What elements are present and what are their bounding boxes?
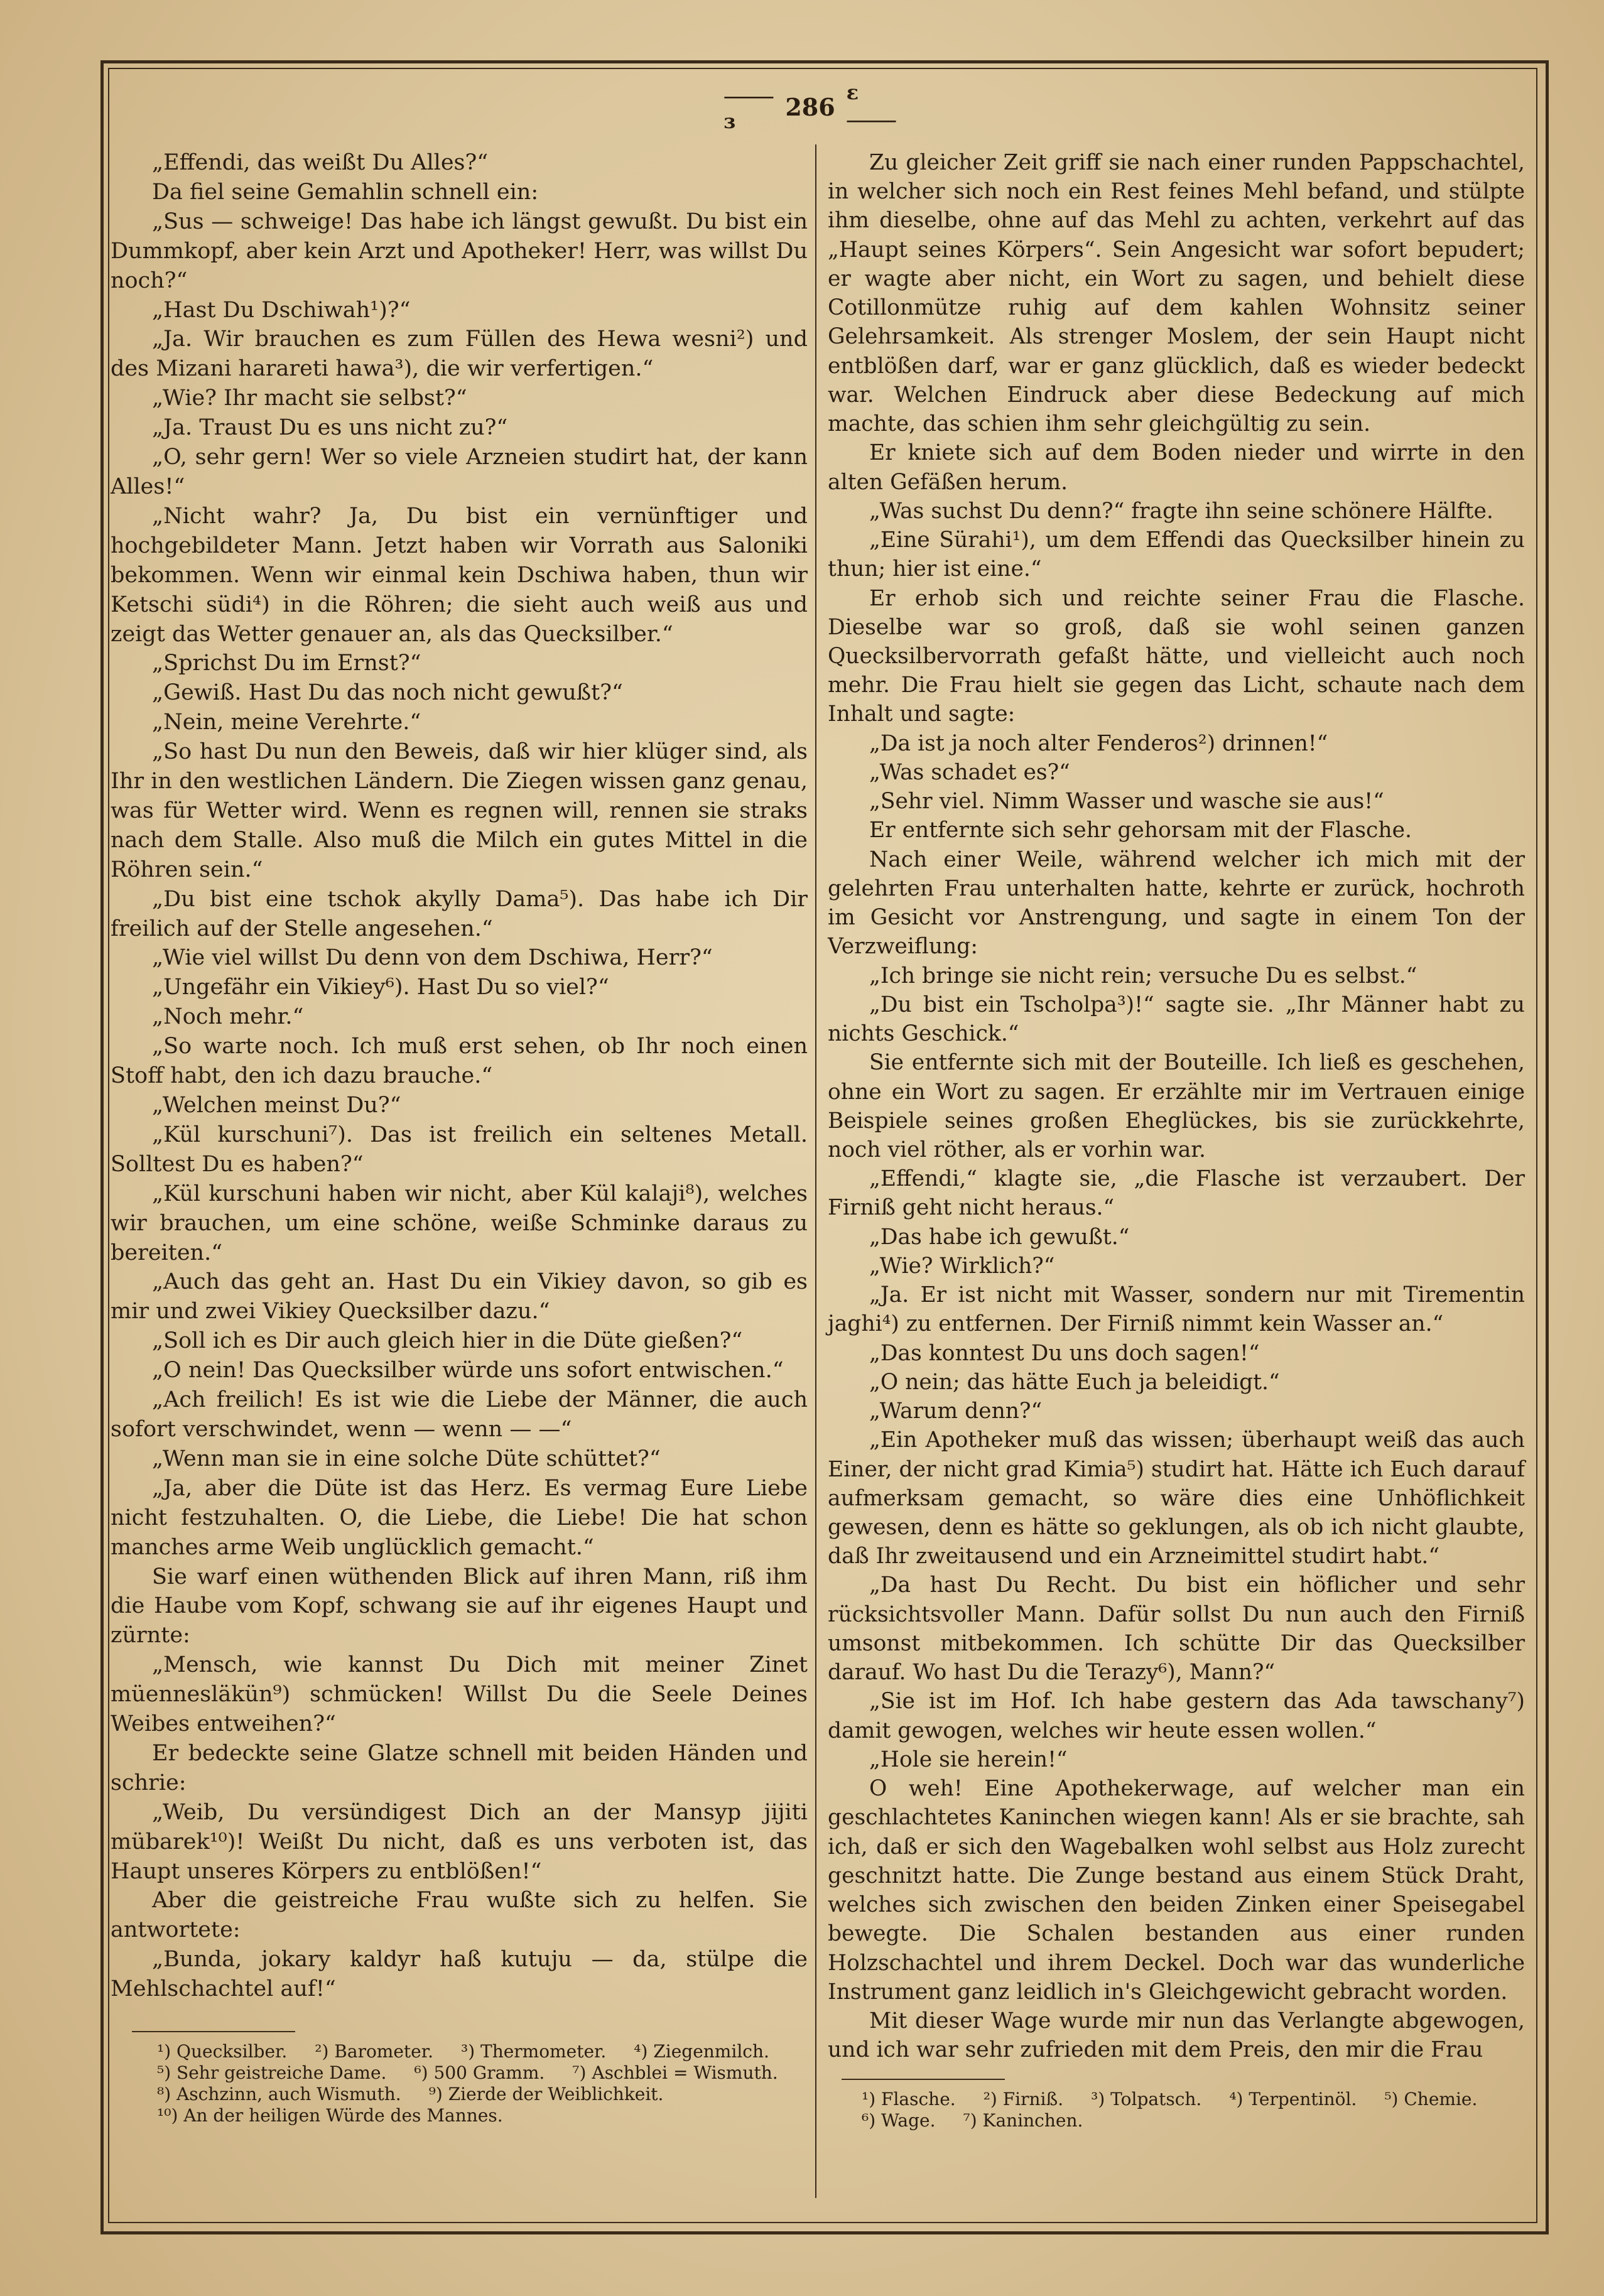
left-paragraph: „Wie? Ihr macht sie selbst?“	[152, 386, 467, 411]
left-paragraph: „So hast Du nun den Beweis, daß wir hier klüger sind, als Ihr in den westlichen Ländern. Die Ziegen wissen ganz genau, was für Wetter wird. Wenn es regnen will, rennen sie straks nach dem Stalle. Also muß die Milch ein gutes Mittel in die Röhren sein.“	[111, 739, 808, 882]
right-paragraph: Er entfernte sich sehr gehorsam mit der Flasche.	[869, 818, 1412, 843]
left-paragraph: „Hast Du Dschiwah¹)?“	[152, 297, 411, 323]
left-footnote: ⁷) Aschblei = Wismuth.	[572, 2062, 778, 2083]
left-paragraph: „Auch das geht an. Hast Du ein Vikiey davon, so gib es mir und zwei Vikiey Quecksilber dazu.“	[111, 1269, 808, 1324]
left-paragraph: „Bunda, jokary kaldyr haß kutuju — da, stülpe die Mehlschachtel auf!“	[111, 1947, 808, 2002]
right-paragraph: „Sie ist im Hof. Ich habe gestern das Ada tawschany⁷) damit gewogen, welches wir heute essen wollen.“	[828, 1689, 1525, 1743]
left-footnote-row	[157, 2062, 778, 2084]
header-ornament-right-icon: ɛ⸻	[846, 80, 897, 132]
right-paragraph: „Du bist ein Tscholpa³)!“ sagte sie. „Ihr Männer habt zu nichts Geschick.“	[828, 992, 1525, 1047]
right-paragraph: „Hole sie herein!“	[869, 1746, 1068, 1772]
left-footnote: ⁴) Ziegenmilch.	[634, 2041, 769, 2062]
left-paragraph: „Nicht wahr? Ja, Du bist ein vernünftiger und hochgebildeter Mann. Jetzt haben wir Vorrath aus Saloniki bekommen. Wenn wir einmal kein Dschiwa haben, thun wir Ketschi südi⁴) in die Röhren; die sieht auch weiß aus und zeigt das Wetter genauer an, als das Quecksilber.“	[111, 503, 808, 647]
right-paragraph: „Was schadet es?“	[869, 759, 1070, 785]
left-footnote: ¹) Quecksilber.	[157, 2041, 288, 2062]
left-paragraph: „So warte noch. Ich muß erst sehen, ob Ihr noch einen Stoff habt, den ich dazu brauche.“	[111, 1034, 808, 1089]
left-footnote: ⁹) Zierde der Weiblichkeit.	[428, 2084, 664, 2104]
right-footnote-row	[862, 2089, 1477, 2110]
page-header	[723, 80, 897, 133]
right-paragraph: Mit dieser Wage wurde mir nun das Verlangte abgewogen, und ich war sehr zufrieden mit dem Preis, den mir die Frau	[828, 2008, 1525, 2063]
left-footnote-rule	[132, 2031, 295, 2032]
left-paragraph: „Ungefähr ein Vikiey⁶). Hast Du so viel?“	[152, 975, 609, 1000]
right-paragraph: „Effendi,“ klagte sie, „die Flasche ist verzaubert. Der Firniß geht nicht heraus.“	[828, 1166, 1525, 1221]
left-paragraph: „Wie viel willst Du denn von dem Dschiwa, Herr?“	[152, 945, 713, 971]
right-paragraph: „Eine Sürahi¹), um dem Effendi das Quecksilber hinein zu thun; hier ist eine.“	[828, 528, 1525, 582]
left-column	[111, 148, 808, 2004]
left-paragraph: „O nein! Das Quecksilber würde uns sofort entwischen.“	[152, 1358, 784, 1384]
left-footnote: ²) Barometer.	[315, 2041, 433, 2062]
right-paragraph: Er kniete sich auf dem Boden nieder und wirrte in den alten Gefäßen herum.	[828, 440, 1525, 495]
left-paragraph: „Kül kurschuni⁷). Das ist freilich ein seltenes Metall. Solltest Du es haben?“	[111, 1122, 808, 1177]
right-footnote-rule	[842, 2079, 1005, 2080]
right-paragraph: „Sehr viel. Nimm Wasser und wasche sie aus!“	[869, 789, 1384, 815]
left-paragraph: „Nein, meine Verehrte.“	[152, 710, 421, 735]
left-paragraph: „Soll ich es Dir auch gleich hier in die Düte gießen?“	[152, 1328, 743, 1354]
left-paragraph: „Weib, Du versündigest Dich an der Mansyp jijiti mübarek¹⁰)! Weißt Du nicht, daß es uns verboten ist, das Haupt unseres Körpers zu entblößen!“	[111, 1799, 808, 1884]
left-paragraph: „Du bist eine tschok akylly Dama⁵). Das habe ich Dir freilich auf der Stelle angesehen.“	[111, 886, 808, 941]
right-paragraph: „Das habe ich gewußt.“	[869, 1224, 1130, 1250]
left-paragraph: „Effendi, das weißt Du Alles?“	[152, 150, 489, 175]
column-divider	[815, 144, 816, 2198]
left-paragraph: „Ja. Traust Du es uns nicht zu?“	[152, 415, 508, 441]
left-footnote-row	[157, 2084, 778, 2105]
right-paragraph: „Warum denn?“	[869, 1399, 1043, 1424]
left-footnote-row	[157, 2105, 778, 2126]
left-paragraph: „Sus — schweige! Das habe ich längst gewußt. Du bist ein Dummkopf, aber kein Arzt und Apotheker! Herr, was willst Du noch?“	[111, 208, 808, 293]
right-paragraph: „Ich bringe sie nicht rein; versuche Du es selbst.“	[869, 963, 1417, 988]
left-paragraph: „Mensch, wie kannst Du Dich mit meiner Zinet müennesläkün⁹) schmücken! Willst Du die Seele Deines Weibes entweihen?“	[111, 1652, 808, 1737]
right-footnote-row	[862, 2110, 1477, 2131]
left-footnote: ³) Thermometer.	[460, 2041, 607, 2062]
right-paragraph: Er erhob sich und reichte seiner Frau die Flasche. Dieselbe war so groß, daß sie wohl seinen ganzen Quecksilbervorrath gefaßt hätte, und vielleicht auch noch mehr. Die Frau hielt sie gegen das Licht, schaute nach dem Inhalt und sagte:	[828, 585, 1525, 727]
right-paragraph: Zu gleicher Zeit griff sie nach einer runden Pappschachtel, in welcher sich noch ein Rest feines Mehl befand, und stülpte ihm dieselbe, ohne auf das Mehl zu achten, verkehrt auf das „Haupt seines Körpers“. Sein Angesicht war sofort bepudert; er wagte aber nicht, ein Wort zu sagen, und behielt diese Cotillonmütze ruhig auf dem kahlen Wohnsitz seiner Gelehrsamkeit. Als strenger Moslem, der sein Haupt nicht entblößen darf, war er ganz glücklich, daß es wieder bedeckt war. Welchen Eindruck aber diese Bedeckung auf mich machte, das schien ihm sehr gleichgültig zu sein.	[828, 150, 1525, 437]
left-paragraph: „O, sehr gern! Wer so viele Arzneien studirt hat, der kann Alles!“	[111, 445, 808, 499]
left-paragraph: „Sprichst Du im Ernst?“	[152, 651, 421, 676]
right-paragraph: „Ja. Er ist nicht mit Wasser, sondern nur mit Tirementin jaghi⁴) zu entfernen. Der Firniß nimmt kein Wasser an.“	[828, 1282, 1525, 1337]
right-paragraph: „Das konntest Du uns doch sagen!“	[869, 1340, 1260, 1366]
right-paragraph: „Da hast Du Recht. Du bist ein höflicher und sehr rücksichtsvoller Mann. Dafür sollst Du nun auch den Firniß umsonst mitbekommen. Ich schütte Dir das Quecksilber darauf. Wo hast Du die Terazy⁶), Mann?“	[828, 1573, 1525, 1686]
right-footnote: ¹) Flasche.	[862, 2089, 956, 2109]
left-paragraph: „Welchen meinst Du?“	[152, 1093, 401, 1118]
left-footnote: ¹⁰) An der heiligen Würde des Mannes.	[157, 2105, 503, 2126]
right-paragraph: Nach einer Weile, während welcher ich mich mit der gelehrten Frau unterhalten hatte, kehrte er zurück, hochroth im Gesicht vor Anstrengung, und sagte in einem Ton der Verzweiflung:	[828, 847, 1525, 960]
left-footnotes	[157, 2041, 778, 2126]
header-ornament-left-icon: ⸻ɜ	[723, 84, 774, 133]
left-paragraph: „Ja, aber die Düte ist das Herz. Es vermag Eure Liebe nicht festzuhalten. O, die Liebe, die Liebe! Die hat schon manches arme Weib unglücklich gemacht.“	[111, 1475, 808, 1560]
right-footnote: ³) Tolpatsch.	[1091, 2089, 1202, 2109]
right-footnote: ⁵) Chemie.	[1384, 2089, 1478, 2109]
right-footnote: ⁶) Wage.	[862, 2110, 936, 2131]
left-paragraph: „Wenn man sie in eine solche Düte schüttet?“	[152, 1446, 661, 1471]
left-footnote-row	[157, 2041, 778, 2062]
right-paragraph: „Da ist ja noch alter Fenderos²) drinnen!“	[869, 730, 1328, 756]
left-footnote: ⁸) Aschzinn, auch Wismuth.	[157, 2084, 401, 2104]
right-paragraph: Sie entfernte sich mit der Bouteille. Ich ließ es geschehen, ohne ein Wort zu sagen. Er erzählte mir im Vertrauen einige Beispiele seines großen Eheglückes, bis sie zurückkehrte, noch viel röther, als er vorhin war.	[828, 1050, 1525, 1162]
right-footnote: ²) Firniß.	[983, 2089, 1064, 2109]
left-paragraph: „Ja. Wir brauchen es zum Füllen des Hewa wesni²) und des Mizani harareti hawa³), die wir verfertigen.“	[111, 327, 808, 382]
left-paragraph: „Kül kurschuni haben wir nicht, aber Kül kalaji⁸), welches wir brauchen, um eine schöne, weiße Schminke daraus zu bereiten.“	[111, 1181, 808, 1265]
right-paragraph: O weh! Eine Apothekerwage, auf welcher man ein geschlachtetes Kaninchen wiegen kann! Als er sie brachte, sah ich, daß er sich den Wagebalken wohl selbst aus Holz zurecht geschnitzt hatte. Die Zunge bestand aus einem Stück Draht, welches sich zwischen den beiden Zinken einer Speisegabel bewegte. Die Schalen bestanden aus einer runden Holzschachtel und ihrem Deckel. Doch war das wunderliche Instrument ganz leidlich in's Gleichgewicht gebracht worden.	[828, 1776, 1525, 2005]
left-paragraph: Sie warf einen wüthenden Blick auf ihren Mann, riß ihm die Haube vom Kopf, schwang sie auf ihr eigenes Haupt und zürnte:	[111, 1564, 808, 1649]
right-paragraph: „Was suchst Du denn?“ fragte ihn seine schönere Hälfte.	[869, 498, 1493, 524]
left-paragraph: Aber die geistreiche Frau wußte sich zu helfen. Sie antwortete:	[111, 1888, 808, 1943]
left-paragraph: Er bedeckte seine Glatze schnell mit beiden Händen und schrie:	[111, 1740, 808, 1795]
right-paragraph: „Ein Apotheker muß das wissen; überhaupt weiß das auch Einer, der nicht grad Kimia⁵) studirt hat. Hätte ich Euch darauf aufmerksam gemacht, so wäre dies eine Unhöflichkeit gewesen, denn es hätte so geklungen, als ob ich nicht glaubte, daß Ihr zweitausend und ein Arzneimittel studirt habt.“	[828, 1427, 1525, 1569]
right-footnote: ⁷) Kaninchen.	[963, 2110, 1083, 2131]
left-paragraph: „Gewiß. Hast Du das noch nicht gewußt?“	[152, 680, 623, 706]
right-footnotes	[862, 2089, 1477, 2131]
right-column	[828, 148, 1525, 2064]
left-footnote: ⁵) Sehr geistreiche Dame.	[157, 2062, 387, 2083]
right-paragraph: „O nein; das hätte Euch ja beleidigt.“	[869, 1369, 1280, 1395]
right-footnote: ⁴) Terpentinöl.	[1229, 2089, 1357, 2109]
left-paragraph: Da fiel seine Gemahlin schnell ein:	[152, 179, 539, 205]
left-paragraph: „Ach freilich! Es ist wie die Liebe der Männer, die auch sofort verschwindet, wenn — wenn — —“	[111, 1387, 808, 1442]
page-number: 286	[785, 92, 835, 121]
left-footnote: ⁶) 500 Gramm.	[414, 2062, 545, 2083]
right-paragraph: „Wie? Wirklich?“	[869, 1253, 1055, 1279]
left-paragraph: „Noch mehr.“	[152, 1004, 304, 1030]
